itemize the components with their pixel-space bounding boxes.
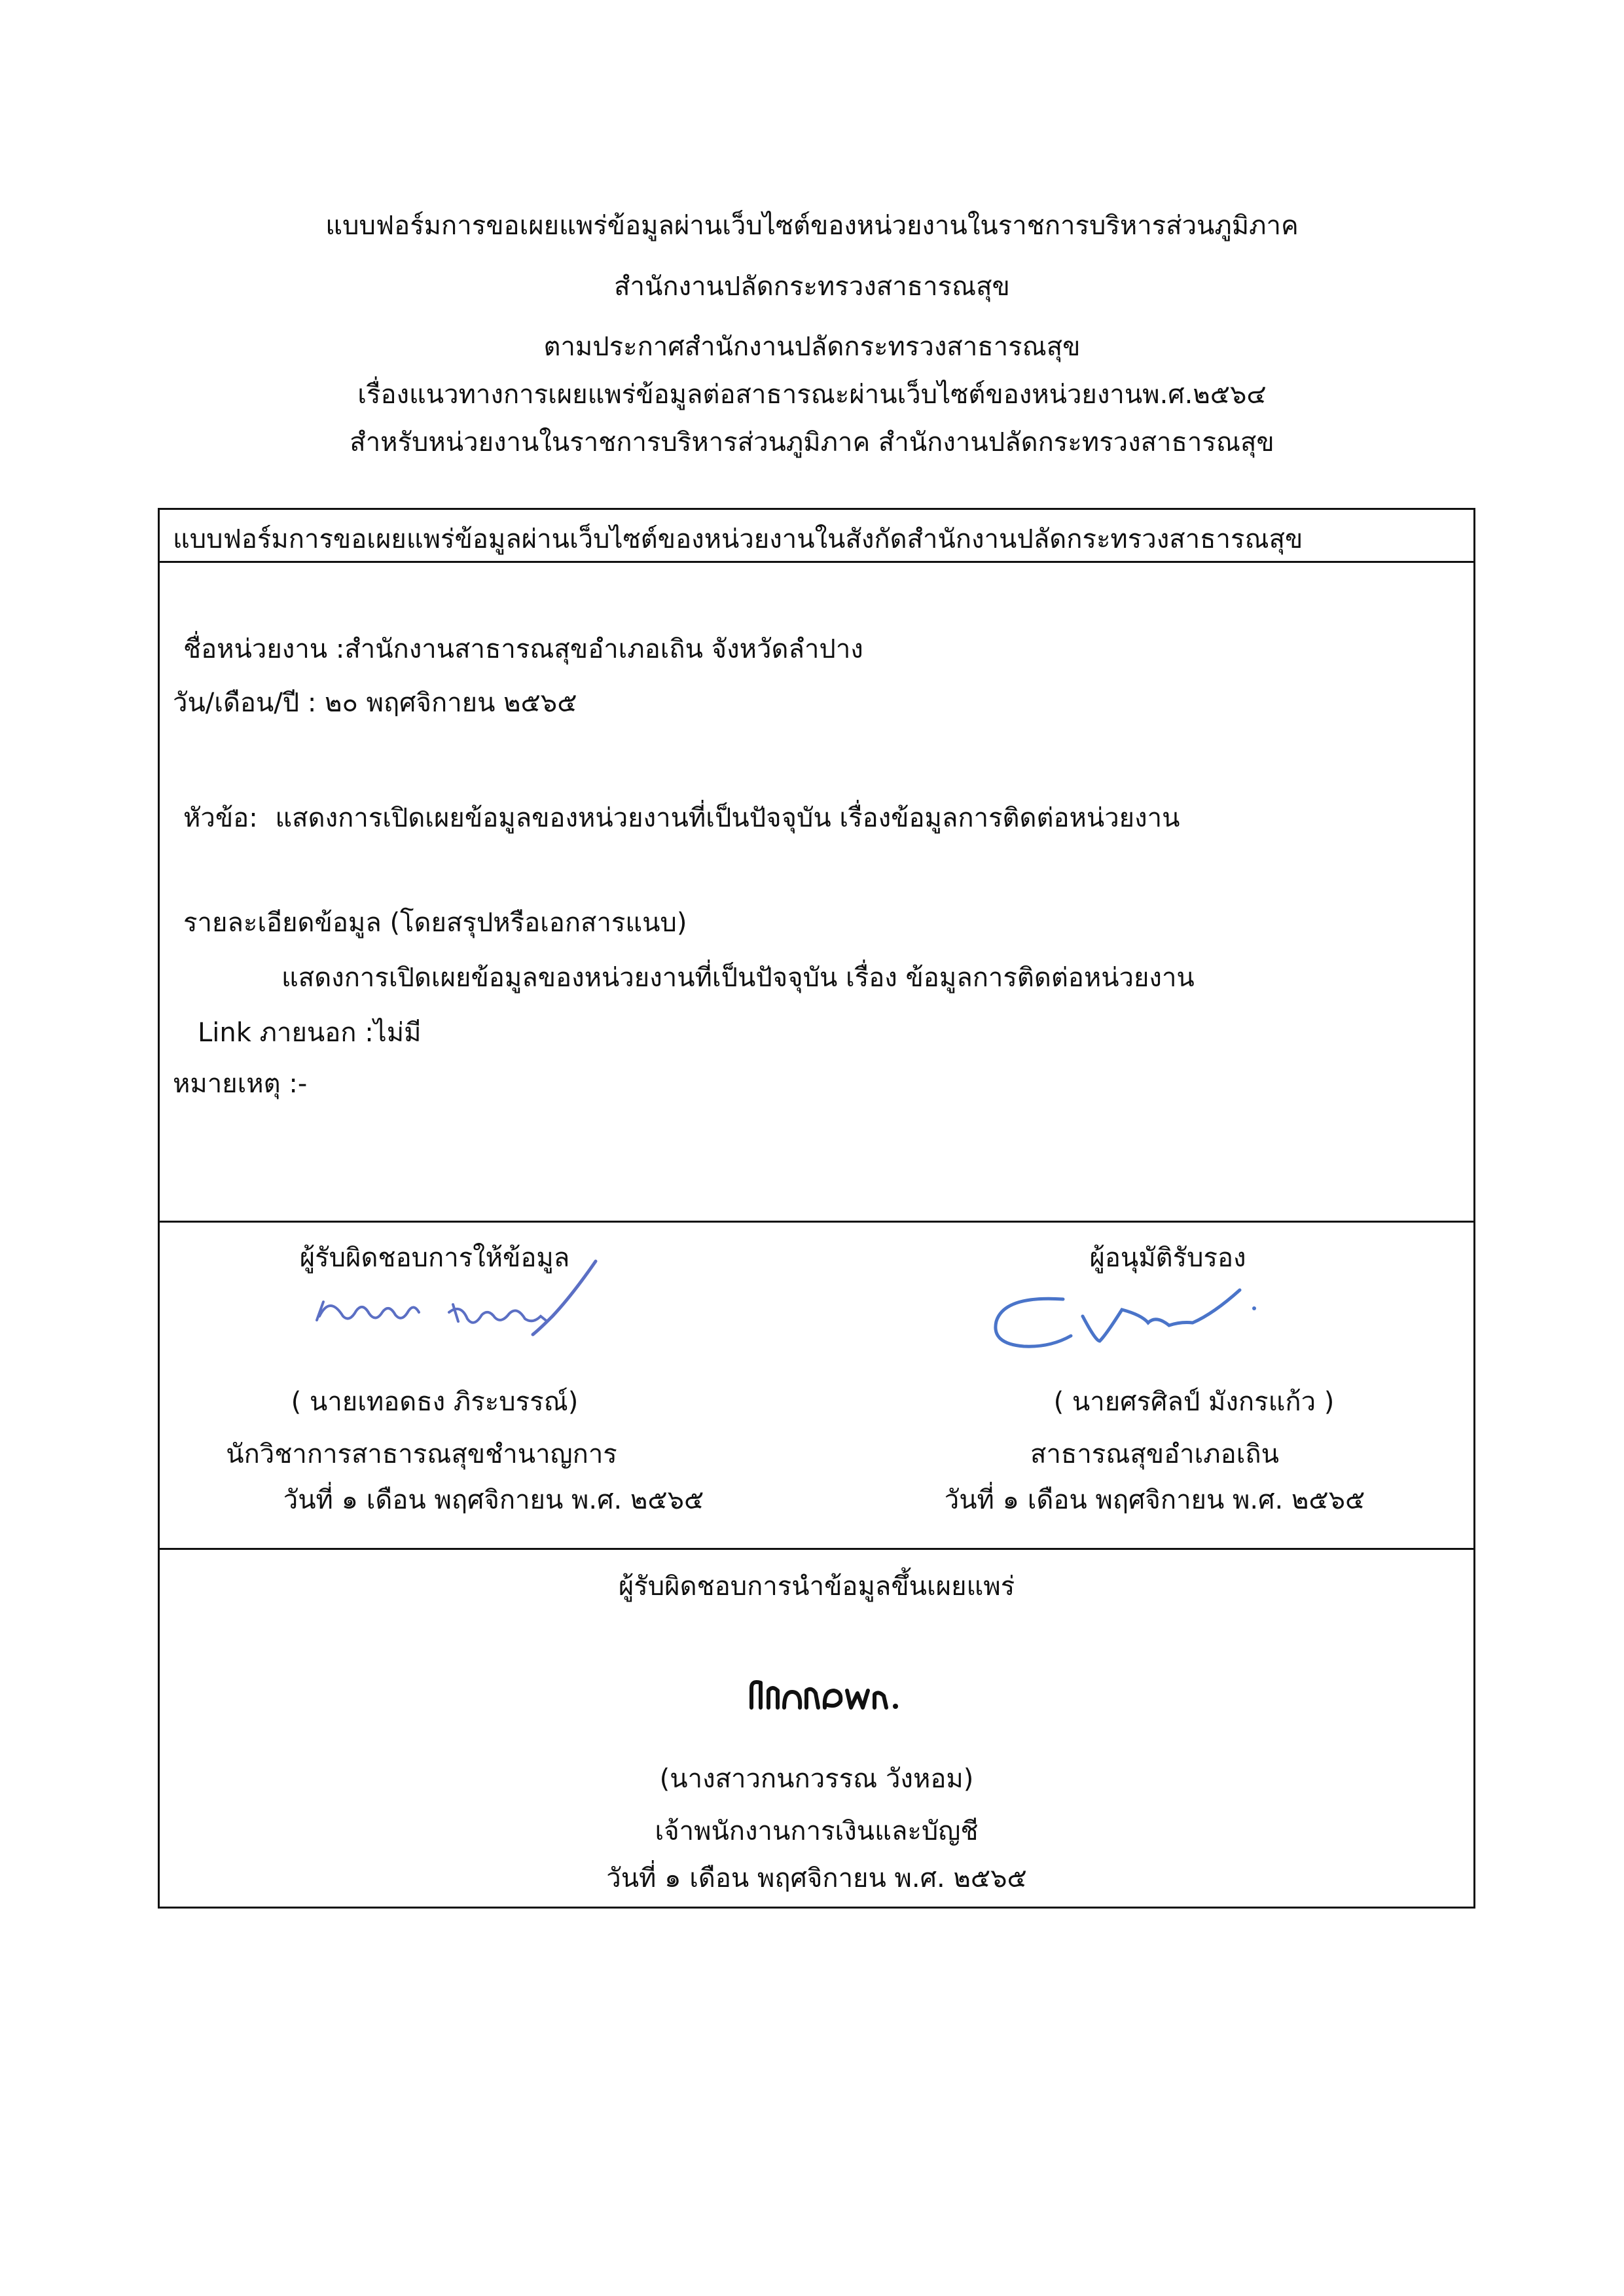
- approver-role: ผู้อนุมัติรับรอง: [1089, 1243, 1246, 1273]
- provider-role: ผู้รับผิดชอบการให้ข้อมูล: [299, 1243, 570, 1273]
- topic-row: [183, 797, 1180, 838]
- approver-date: วันที่ ๑ เดือน พฤศจิกายน พ.ศ. ๒๕๖๕: [944, 1485, 1365, 1515]
- date-label: วัน/เดือน/ปี :: [173, 688, 317, 718]
- provider-name: ( นายเทอดธง ภิระบรรณ์): [291, 1387, 579, 1417]
- topic-label: หัวข้อ:: [183, 803, 258, 833]
- approver-name: ( นายศรศิลป์ มังกรแก้ว ): [1053, 1387, 1335, 1417]
- topic-value: แสดงการเปิดเผยข้อมูลของหน่วยงานที่เป็นปัจจุบัน เรื่องข้อมูลการติดต่อหน่วยงาน: [275, 803, 1180, 833]
- note-row: [173, 1062, 307, 1104]
- header-line-4: เรื่องแนวทางการเผยแพร่ข้อมูลต่อสาธารณะผ่านเว็บไซต์ของหน่วยงานพ.ศ.๒๕๖๔: [357, 380, 1267, 410]
- publisher-date: วันที่ ๑ เดือน พฤศจิกายน พ.ศ. ๒๕๖๕: [606, 1863, 1027, 1893]
- provider-position: นักวิชาการสาธารณสุขชำนาญการ: [226, 1439, 617, 1469]
- note-label: หมายเหตุ :: [173, 1069, 298, 1099]
- detail-value: แสดงการเปิดเผยข้อมูลของหน่วยงานที่เป็นปัจจุบัน เรื่อง ข้อมูลการติดต่อหน่วยงาน: [281, 963, 1195, 993]
- header-line-3: ตามประกาศสำนักงานปลัดกระทรวงสาธารณสุข: [543, 332, 1081, 362]
- link-label: Link ภายนอก :: [198, 1018, 374, 1048]
- unit-row: [183, 628, 863, 670]
- approver-position: สาธารณสุขอำเภอเถิน: [1030, 1439, 1279, 1469]
- divider-signatures: [160, 1221, 1473, 1223]
- link-value: ไม่มี: [373, 1018, 422, 1048]
- note-value: -: [297, 1069, 308, 1099]
- date-value: ๒๐ พฤศจิกายน ๒๕๖๕: [325, 688, 577, 718]
- provider-signature: [304, 1256, 605, 1354]
- publication-form: [158, 508, 1475, 1909]
- link-row: [198, 1011, 422, 1053]
- publisher-position: เจ้าพนักงานการเงินและบัญชี: [655, 1816, 979, 1846]
- publisher-signature: [746, 1668, 903, 1721]
- header-line-2: สำนักงานปลัดกระทรวงสาธารณสุข: [614, 272, 1010, 302]
- approver-signature: [984, 1276, 1272, 1361]
- divider-title: [160, 561, 1473, 563]
- header-line-1: แบบฟอร์มการขอเผยแพร่ข้อมูลผ่านเว็บไซต์ของหน่วยงานในราชการบริหารส่วนภูมิภาค: [325, 211, 1299, 241]
- provider-date: วันที่ ๑ เดือน พฤศจิกายน พ.ศ. ๒๕๖๕: [283, 1485, 704, 1515]
- detail-label: รายละเอียดข้อมูล (โดยสรุปหรือเอกสารแนบ): [183, 908, 687, 938]
- date-row: [173, 681, 577, 723]
- unit-label: ชื่อหน่วยงาน :: [183, 634, 345, 664]
- divider-publisher: [160, 1548, 1473, 1550]
- publisher-role: ผู้รับผิดชอบการนำข้อมูลขึ้นเผยแพร่: [618, 1571, 1015, 1602]
- unit-value: สำนักงานสาธารณสุขอำเภอเถิน จังหวัดลำปาง: [344, 634, 863, 664]
- form-title: แบบฟอร์มการขอเผยแพร่ข้อมูลผ่านเว็บไซต์ของหน่วยงานในสังกัดสำนักงานปลัดกระทรวงสาธารณสุข: [173, 524, 1303, 554]
- header-line-5: สำหรับหน่วยงานในราชการบริหารส่วนภูมิภาค สำนักงานปลัดกระทรวงสาธารณสุข: [350, 427, 1274, 457]
- publisher-name: (นางสาวกนกวรรณ วังหอม): [659, 1764, 974, 1794]
